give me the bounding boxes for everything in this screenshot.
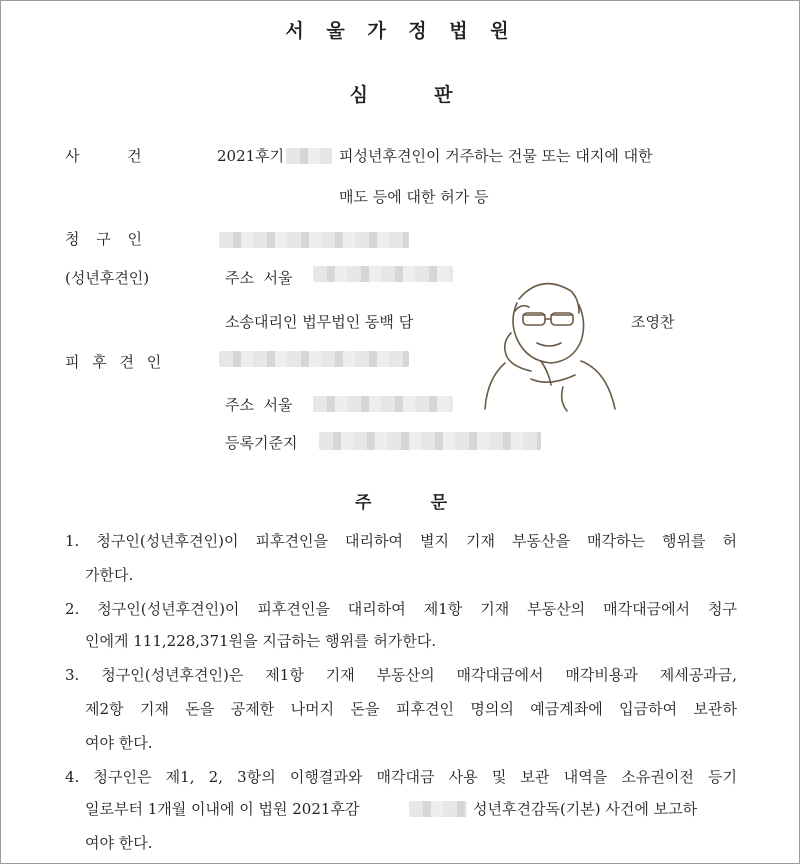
order-2-line-1: [65, 599, 737, 619]
ward-address-label: 주소 서울: [225, 396, 293, 414]
order-3-line-2: 제2항 기재 돈을 공제한 나머지 돈을 피후견인 명의의 예금계좌에 입금하여 보관하: [85, 700, 737, 718]
order-text: 청구인(성년후견인)이 피후견인을 대리하여 제1항 기재 부동산의 매각대금에서 청구: [97, 600, 737, 618]
court-name: 서 울 가 정 법 원: [285, 20, 517, 42]
redacted-ward-address: [313, 396, 453, 412]
order-text: 청구인은 제1, 2, 3항의 이행결과와 매각대금 사용 및 보관 내역을 소유권이전 등기: [93, 768, 737, 786]
order-text: 청구인(성년후견인)은 제1항 기재 부동산의 매각대금에서 매각비용과 제세공과금,: [101, 666, 737, 684]
order-1-line-1: [65, 531, 737, 551]
redacted-case-number: [286, 148, 332, 164]
order-3-line-1: [65, 665, 737, 685]
order-number: 2.: [65, 600, 80, 618]
order-text: 청구인(성년후견인)이 피후견인을 대리하여 별지 기재 부동산을 매각하는 행위를 허: [96, 532, 737, 550]
case-title-line2: 매도 등에 대한 허가 등: [339, 188, 489, 206]
petitioner-address-label: 주소 서울: [225, 269, 293, 287]
document-type: 심 판: [349, 84, 453, 106]
order-number: 1.: [65, 532, 80, 550]
redacted-ward-registry: [319, 432, 541, 450]
petitioner-agent-name: 조영찬: [631, 313, 675, 331]
ward-label: 피 후 견 인: [65, 353, 166, 371]
redacted-supervision-case-number: [409, 801, 467, 817]
order-title: 주 문: [354, 493, 448, 513]
ward-registry-label: 등록기준지: [225, 434, 298, 452]
order-4-line-2b: 성년후견감독(기본) 사건에 보고하: [473, 800, 698, 818]
order-3-line-3: 여야 한다.: [85, 734, 153, 752]
order-number: 4.: [65, 768, 80, 786]
redacted-petitioner-address: [313, 266, 453, 282]
order-2-line-2: 인에게 111,228,371원을 지급하는 행위를 허가한다.: [85, 632, 437, 650]
petitioner-agent: 소송대리인 법무법인 동백 담: [225, 313, 414, 331]
lawyer-sketch-illustration: [471, 269, 621, 419]
order-number: 3.: [65, 666, 80, 684]
case-label: 사 건: [65, 147, 142, 165]
case-title-line1: 피성년후견인이 거주하는 건물 또는 대지에 대한: [339, 147, 653, 165]
order-1-line-2: 가한다.: [85, 566, 134, 584]
case-number: 2021후기: [217, 147, 285, 165]
order-4-line-2a: 일로부터 1개월 이내에 이 법원 2021후감: [85, 800, 360, 818]
petitioner-label: 청 구 인: [65, 230, 149, 248]
petitioner-role: (성년후견인): [65, 269, 150, 287]
order-4-line-3: 여야 한다.: [85, 834, 153, 852]
redacted-petitioner-name: [219, 232, 409, 248]
order-4-line-1: [65, 767, 737, 787]
